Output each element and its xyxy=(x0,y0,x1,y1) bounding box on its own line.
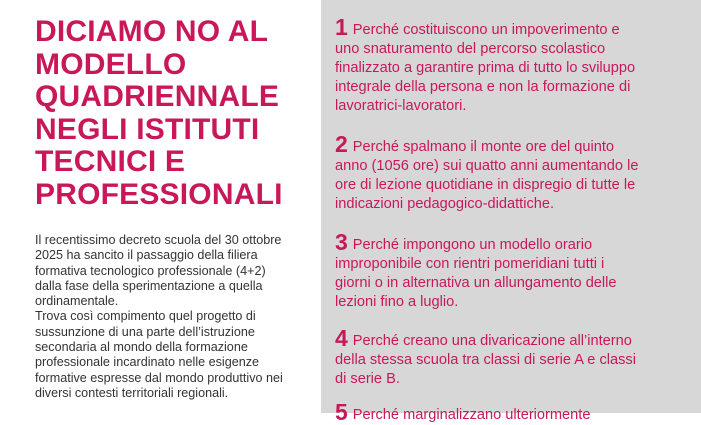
reason-first-line xyxy=(335,229,697,255)
headline xyxy=(35,16,315,211)
reason-number: 5 xyxy=(335,399,348,425)
reason-item xyxy=(335,399,697,425)
reason-item xyxy=(335,325,697,389)
intro-text xyxy=(35,233,317,401)
headline-line: QUADRIENNALE xyxy=(35,80,280,113)
reason-number: 2 xyxy=(335,131,348,157)
reason-text: Perché creano una divaricazione all’interno xyxy=(352,333,632,349)
text-line: professionale incardinato nelle esigenze xyxy=(35,355,260,370)
text-line: Trova così compimento quel progetto di xyxy=(35,309,256,324)
reason-line: di serie B. xyxy=(335,371,400,387)
text-line: secondaria al mondo della formazione xyxy=(35,340,248,355)
text-line: sussunzione di una parte dell’istruzione xyxy=(35,324,255,339)
reason-number: 1 xyxy=(335,14,348,40)
headline-line: TECNICI E xyxy=(35,145,186,178)
intro-paragraph-2 xyxy=(35,309,317,401)
reason-line: finalizzato a garantire prima di tutto lo sviluppo xyxy=(335,60,636,76)
intro-paragraph-1 xyxy=(35,233,317,309)
text-line: formativa tecnologico professionale (4+2) xyxy=(35,263,266,278)
reason-first-line xyxy=(335,399,697,425)
reason-line: indicazioni pedagogico-didattiche. xyxy=(335,196,555,212)
headline-line: MODELLO xyxy=(35,47,187,81)
text-line: dalla fase della sperimentazione a quella xyxy=(35,278,263,293)
text-line: diversi contesti territoriali regionali. xyxy=(35,385,229,400)
reasons-panel xyxy=(321,0,701,425)
reason-line: lezioni fino a luglio. xyxy=(335,294,459,310)
reason-number: 3 xyxy=(335,229,348,255)
reason-line: lavoratrici-lavoratori. xyxy=(335,98,467,114)
reason-line: integrale della persona e non la formazione di xyxy=(335,79,631,95)
text-line: ordinamentale. xyxy=(35,294,119,309)
headline-line: NEGLI ISTITUTI xyxy=(35,112,260,146)
reason-item xyxy=(335,14,697,116)
headline-line: DICIAMO NO AL xyxy=(35,15,269,48)
reason-text: Perché costituiscono un impoverimento e xyxy=(352,22,620,38)
reason-line: improponibile con rientri pomeridiani tutti i xyxy=(335,256,605,272)
left-column xyxy=(0,0,321,413)
reason-number: 4 xyxy=(335,325,348,351)
reason-line: giorni o in alternativa un allungamento delle xyxy=(335,275,617,291)
text-line: formative espresse dal mondo produttivo nei xyxy=(35,370,283,385)
reason-item xyxy=(335,131,697,214)
reason-first-line xyxy=(335,14,697,40)
reason-line: anno (1056 ore) sui quatto anni aumentando le xyxy=(335,158,639,174)
text-line: Il recentissimo decreto scuola del 30 ottobre xyxy=(35,233,282,247)
reason-text: Perché spalmano il monte ore del quinto xyxy=(352,139,615,155)
headline-line: PROFESSIONALI xyxy=(35,177,283,211)
reason-text: Perché impongono un modello orario xyxy=(352,237,593,253)
reason-line: uno snaturamento del percorso scolastico xyxy=(335,41,606,57)
reason-line: ore di lezione quotidiane in dispregio di tutte le xyxy=(335,177,636,193)
reason-item xyxy=(335,229,697,312)
reason-first-line xyxy=(335,131,697,157)
text-line: 2025 ha sancito il passaggio della filiera xyxy=(35,248,258,263)
reason-text: Perché marginalizzano ulteriormente xyxy=(352,407,591,423)
reason-line: della stessa scuola tra classi di serie A e classi xyxy=(335,352,636,368)
reason-first-line xyxy=(335,325,697,351)
